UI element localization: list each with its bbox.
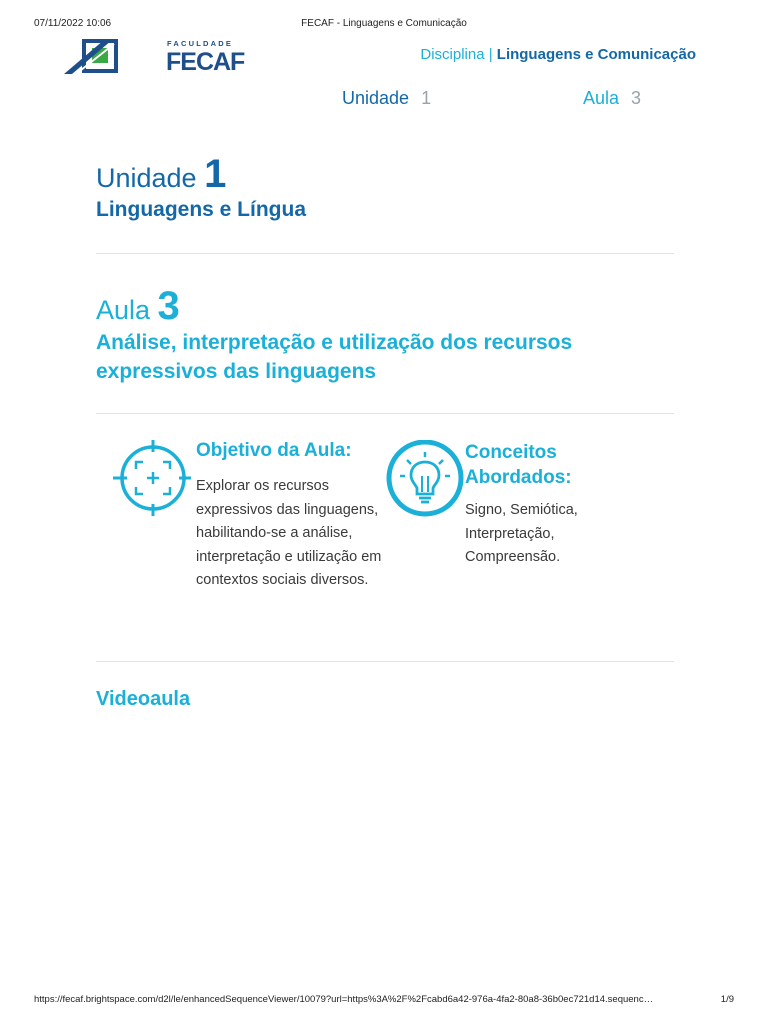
lesson-heading [96,284,180,329]
logo-main-text: FECAF [166,48,245,76]
discipline-name: Linguagens e Comunicação [496,46,696,63]
unit-nav[interactable] [342,88,431,109]
lesson-nav-number: 3 [631,88,642,108]
discipline-breadcrumb [420,46,696,63]
lesson-title: Análise, interpretação e utilização dos recursos expressivos das linguagens [96,331,573,383]
target-icon [113,438,191,518]
lesson-nav[interactable] [583,88,641,109]
unit-heading [96,152,226,197]
print-url: https://fecaf.brightspace.com/d2l/le/enhancedSequenceViewer/10079?url=https%3A%2F%2Fcabd6a42-976a-4fa2-80a8-36b0ec721d14.sequenc… [34,994,654,1005]
fecaf-logo-icon [62,38,166,78]
concepts-title: Conceitos Abordados: [465,442,572,488]
print-page-number: 1/9 [720,994,734,1005]
discipline-label: Disciplina | [420,46,497,63]
lightbulb-icon [385,440,465,520]
concepts-text: Signo, Semiótica, Interpretação, Compreensão. [465,502,578,565]
lesson-nav-label: Aula [583,88,620,108]
print-title: FECAF - Linguagens e Comunicação [301,18,467,29]
lesson-label: Aula [96,295,158,325]
objective-text: Explorar os recursos expressivos das linguagens, habilitando-se a análise, interpretação e utilização em contextos sociais diversos. [196,478,382,588]
logo-small-text: FACULDADE [167,39,234,48]
unit-label: Unidade [96,163,205,193]
print-datetime: 07/11/2022 10:06 [34,18,112,29]
videoaula-heading: Videoaula [96,688,191,710]
unit-number: 1 [204,152,227,196]
unit-nav-label: Unidade [342,88,410,108]
objective-title: Objetivo da Aula: [196,440,352,461]
unit-nav-number: 1 [421,88,432,108]
divider [96,413,674,414]
lesson-number: 3 [157,284,180,328]
divider [96,253,674,254]
fecaf-logo[interactable] [62,38,245,78]
unit-title: Linguagens e Língua [96,198,307,221]
divider [96,661,674,662]
